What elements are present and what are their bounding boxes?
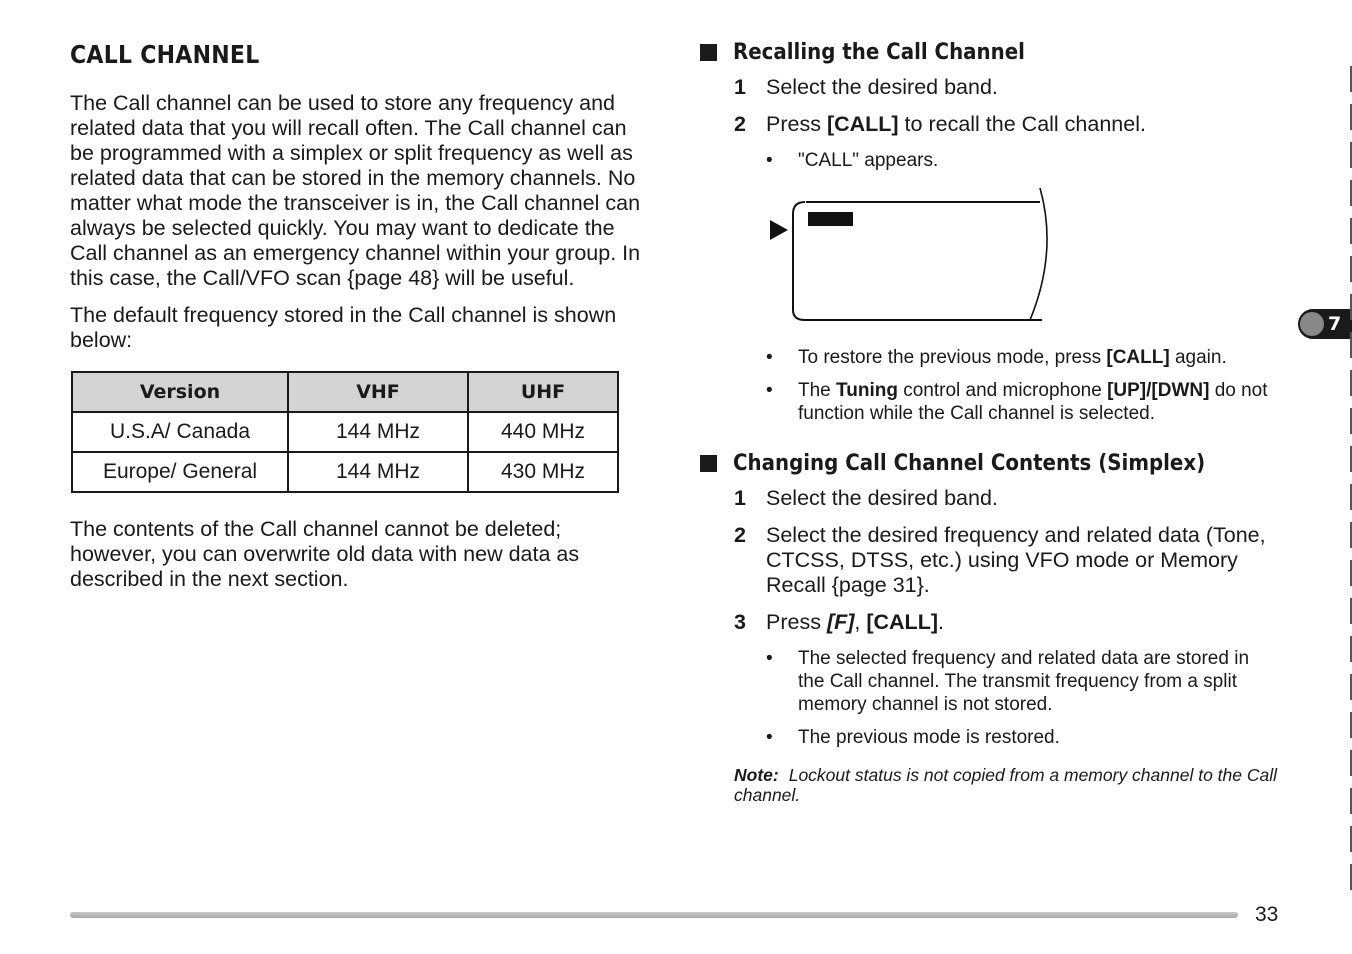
table-header-uhf: UHF [468,372,618,412]
bullet-dot-icon: • [766,648,773,669]
note-text: Lockout status is not copied from a memory channel to the Call channel. [734,765,1278,805]
page-number: 33 [1255,903,1279,926]
bullet-item [700,379,1280,425]
square-bullet-icon [700,455,717,472]
section-heading-recalling [700,40,1280,65]
bullet-text: The previous mode is restored. [798,727,1060,748]
page-title: CALL CHANNEL [70,40,260,69]
table-row [72,412,618,452]
section-heading-changing [700,451,1280,476]
text-run: do not function while the Call channel is selected. [798,380,1268,424]
bullet-dot-icon: • [766,727,773,748]
step-number: 1 [734,75,746,99]
table-header-row [72,372,618,412]
section-heading-text: Recalling the Call Channel [733,40,1025,65]
text-run: , [854,610,867,634]
step-number: 3 [734,610,746,634]
section-heading-text: Changing Call Channel Contents (Simplex) [733,451,1206,476]
bullet-item [700,726,1280,749]
step-number: 2 [734,523,746,547]
step-item [700,486,1280,511]
bullet-text [798,379,1280,425]
square-bullet-icon [700,44,717,61]
note [734,765,1280,805]
step-text: Select the desired band. [766,486,998,510]
chapter-tab-label: 7 [1328,313,1342,335]
closing-paragraph: The contents of the Call channel cannot be deleted; however, you can overwrite old data with new data as described in the next section. [70,517,580,591]
lcd-display-illustration [700,182,1280,330]
step-text [766,112,1280,137]
step-item [700,610,1280,635]
chapter-tab-circle [1300,312,1324,336]
step-item [700,523,1284,598]
table-header-version: Version [72,372,288,412]
step-text: Select the desired band. [766,75,998,99]
bullet-item [700,346,1280,369]
default-paragraph: The default frequency stored in the Call channel is shown below: [70,303,617,352]
key-label: [F] [826,610,855,634]
text-run: . [937,610,944,634]
bullet-dot-icon: • [766,380,773,401]
key-label: [CALL] [1106,347,1170,368]
text-run: Press [766,610,827,634]
table-cell: 144 MHz [288,452,468,492]
step-item [700,112,1280,137]
text-run: To restore the previous mode, press [798,347,1107,368]
table-cell: 430 MHz [468,452,618,492]
footer-rule [70,912,1238,918]
bullet-text: The selected frequency and related data are stored in the Call channel. The transmit frequency from a split memory channel is not stored. [798,648,1250,715]
table-row [72,452,618,492]
frequency-table [71,371,619,493]
control-label: Tuning [836,380,898,401]
text-run: Press [766,112,827,136]
step-text [766,610,1280,635]
table-cell: Europe/ General [72,452,288,492]
table-cell: 440 MHz [468,412,618,452]
table-cell: 144 MHz [288,412,468,452]
bullet-item [700,149,1280,172]
step-text: Select the desired frequency and related data (Tone, CTCSS, DTSS, etc.) using VFO mode or Memory Recall {page 31}. [766,523,1284,597]
bullet-text [798,346,1280,369]
pointer-arrow-icon [770,220,788,240]
key-label: [UP]/[DWN] [1107,380,1210,401]
bullet-text: "CALL" appears. [798,150,939,171]
key-label: [CALL] [826,112,899,136]
right-column [700,40,1284,805]
bullet-dot-icon: • [766,347,773,368]
text-run: to recall the Call channel. [898,112,1146,136]
step-item [700,75,1280,100]
text-run: control and microphone [897,380,1108,401]
bullet-dot-icon: • [766,150,773,171]
table-cell: U.S.A/ Canada [72,412,288,452]
ptt-indicator-box [808,212,853,226]
bullet-item [700,647,1280,716]
left-column [70,40,650,604]
chapter-tab [1298,309,1352,339]
intro-paragraph: The Call channel can be used to store any frequency and related data that you will recall often. The Call channel can be programmed with a simplex or split frequency as well as related data that can be stored in the memory channels. No matter what mode the transceiver is in, the Call channel can always be selected quickly. You may want to dedicate the Call channel as an emergency channel within your group. In this case, the Call/VFO scan {page 48} will be useful. [70,91,641,290]
table-header-vhf: VHF [288,372,468,412]
text-run: The [798,380,837,401]
text-run: again. [1169,347,1227,368]
key-label: [CALL] [866,610,938,634]
step-number: 2 [734,112,746,136]
note-label: Note: [734,765,779,785]
step-number: 1 [734,486,746,510]
